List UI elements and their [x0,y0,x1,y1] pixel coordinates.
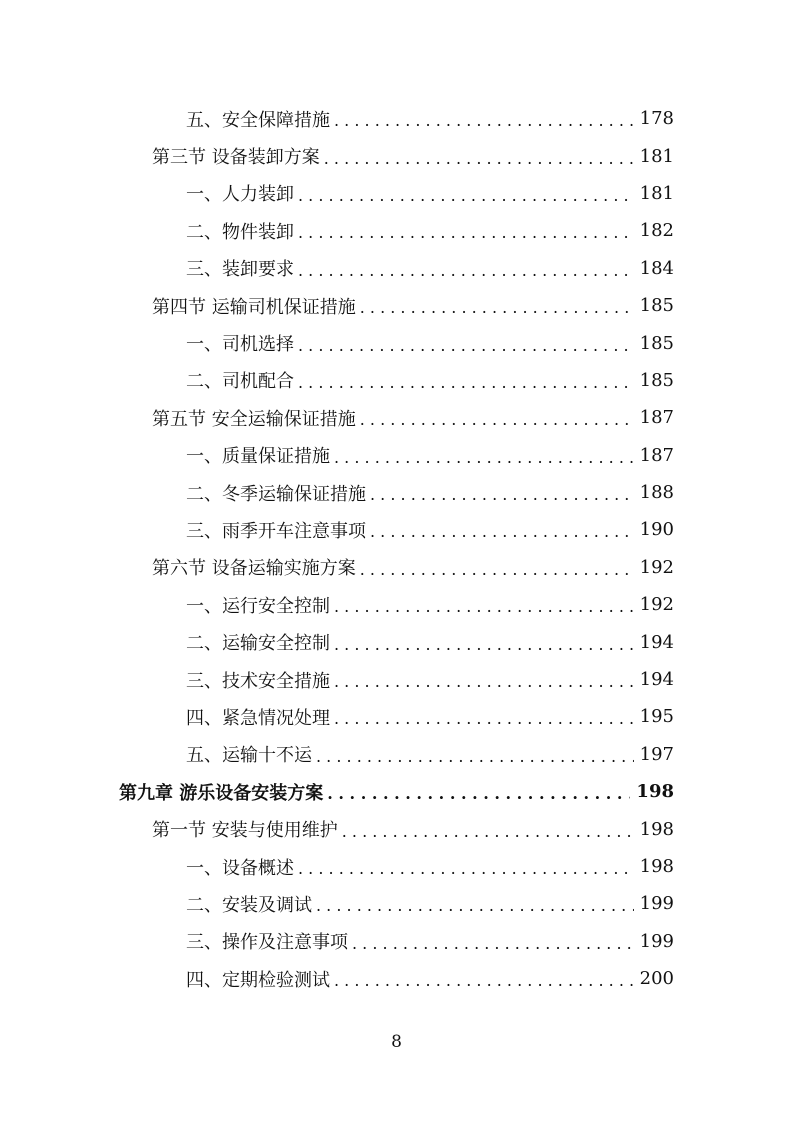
toc-leader-dots [327,784,630,803]
toc-entry[interactable] [0,175,793,212]
toc-entry-title: 五、安全保障措施 [186,109,330,131]
toc-entry-title: 第五节 安全运输保证措施 [152,408,356,430]
toc-entry[interactable] [0,885,793,922]
toc-entry-title: 三、雨季开车注意事项 [186,520,366,542]
toc-entry-page: 194 [639,669,674,691]
toc-leader-dots [360,298,634,317]
toc-entry-title: 二、运输安全控制 [186,633,330,655]
toc-entry-page: 198 [639,818,674,840]
toc-entry-title: 五、运输十不运 [186,745,312,767]
toc-entry[interactable] [0,399,793,436]
toc-entry[interactable] [0,511,793,548]
toc-entry-title: 一、司机选择 [186,334,294,356]
toc-entry-page: 194 [639,631,674,653]
toc-entry[interactable] [0,437,793,474]
toc-entry-title: 第三节 设备装卸方案 [152,147,320,169]
toc-entry[interactable] [0,848,793,885]
toc-leader-dots [334,971,634,990]
toc-entry-title: 一、运行安全控制 [186,595,330,617]
toc-entry-title: 第四节 运输司机保证措施 [152,296,356,318]
toc-entry-page: 192 [639,556,674,578]
toc-entry-page: 197 [639,743,674,765]
toc-entry-title: 二、冬季运输保证措施 [186,483,366,505]
toc-entry-page: 198 [636,781,674,803]
toc-leader-dots [298,261,634,280]
toc-entry-page: 178 [639,108,674,130]
toc-entry[interactable] [0,698,793,735]
toc-entry-page: 185 [639,295,674,317]
toc-entry-title: 二、司机配合 [186,371,294,393]
toc-entry-title: 四、紧急情况处理 [186,707,330,729]
table-of-contents [0,100,793,997]
toc-entry-page: 195 [639,706,674,728]
toc-leader-dots [360,410,634,429]
toc-entry-page: 188 [639,482,674,504]
toc-entry[interactable] [0,212,793,249]
toc-entry-page: 199 [639,930,674,952]
toc-entry[interactable] [0,100,793,137]
toc-entry[interactable] [0,736,793,773]
toc-leader-dots [370,522,634,541]
toc-entry-title: 二、物件装卸 [186,221,294,243]
toc-entry-page: 198 [639,856,674,877]
toc-leader-dots [316,747,634,766]
toc-entry-page: 187 [639,407,674,429]
toc-leader-dots [352,934,634,953]
toc-entry-title: 一、质量保证措施 [186,446,330,468]
toc-entry-page: 185 [639,369,674,391]
toc-leader-dots [370,485,634,504]
toc-entry[interactable] [0,137,793,174]
toc-entry[interactable] [0,287,793,324]
toc-entry-page: 181 [639,182,674,204]
toc-entry-title: 第一节 安装与使用维护 [152,820,338,842]
toc-leader-dots [298,223,634,242]
toc-leader-dots [324,149,634,168]
page-number: 8 [391,1032,402,1052]
toc-entry[interactable] [0,250,793,287]
toc-leader-dots [334,635,634,654]
toc-entry-page: 192 [639,594,674,616]
toc-entry-title: 第六节 设备运输实施方案 [152,558,356,580]
toc-entry-page: 182 [639,220,674,242]
toc-entry-page: 199 [639,893,674,915]
toc-entry-title: 三、操作及注意事项 [186,932,348,954]
toc-entry[interactable] [0,960,793,997]
toc-leader-dots [360,560,634,579]
toc-leader-dots [334,448,634,467]
toc-leader-dots [298,373,634,392]
toc-entry-page: 190 [639,519,674,541]
toc-entry-chapter[interactable] [0,773,793,810]
toc-leader-dots [334,672,634,691]
toc-entry-title: 一、设备概述 [186,857,294,879]
toc-leader-dots [316,896,634,915]
toc-entry-page: 181 [639,145,674,167]
toc-entry[interactable] [0,474,793,511]
toc-entry[interactable] [0,324,793,361]
toc-entry[interactable] [0,810,793,847]
toc-leader-dots [334,597,634,616]
toc-entry-title: 三、装卸要求 [186,259,294,281]
toc-leader-dots [298,336,634,355]
toc-entry-title: 三、技术安全措施 [186,670,330,692]
toc-entry[interactable] [0,362,793,399]
toc-entry-title: 一、人力装卸 [186,184,294,206]
toc-entry-title: 四、定期检验测试 [186,969,330,991]
toc-entry-page: 185 [639,332,674,354]
toc-entry-page: 187 [639,444,674,466]
toc-leader-dots [334,111,634,130]
toc-entry[interactable] [0,661,793,698]
toc-entry[interactable] [0,549,793,586]
toc-entry[interactable] [0,623,793,660]
toc-leader-dots [298,859,634,878]
toc-entry[interactable] [0,923,793,960]
toc-entry-title: 二、安装及调试 [186,894,312,916]
toc-leader-dots [342,822,634,841]
toc-entry-title: 第九章 游乐设备安装方案 [119,782,324,804]
toc-leader-dots [298,186,634,205]
toc-entry-page: 184 [639,257,674,279]
toc-leader-dots [334,709,634,728]
toc-entry[interactable] [0,586,793,623]
toc-entry-page: 200 [639,968,674,990]
